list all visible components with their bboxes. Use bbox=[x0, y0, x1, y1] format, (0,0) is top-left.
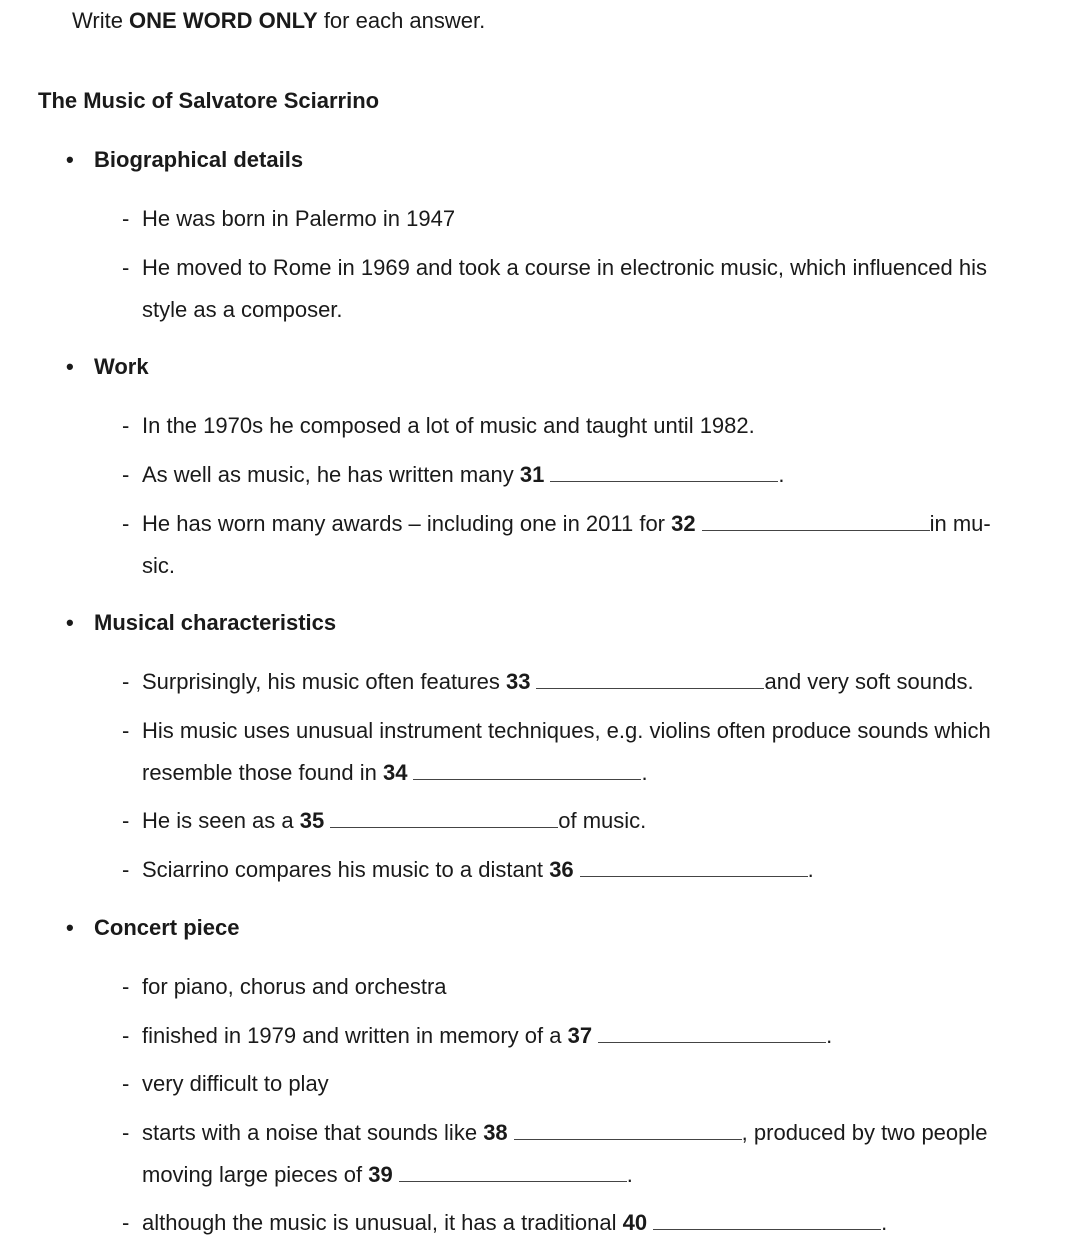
answer-blank-37[interactable] bbox=[598, 1022, 826, 1043]
answer-blank-40[interactable] bbox=[653, 1209, 881, 1230]
list-item: - His music uses unusual instrument techniques, e.g. violins often produce sounds which bbox=[122, 718, 991, 743]
list-item-continuation: style as a composer. bbox=[142, 297, 343, 322]
instruction: Write ONE WORD ONLY for each answer. bbox=[72, 8, 486, 33]
list-item-continuation: sic. bbox=[142, 553, 175, 578]
list-item-continuation: moving large pieces of 39 . bbox=[142, 1162, 633, 1187]
page-title: The Music of Salvatore Sciarrino bbox=[38, 88, 380, 113]
list-item: - Sciarrino compares his music to a distant 36 . bbox=[122, 857, 814, 882]
answer-blank-34[interactable] bbox=[413, 759, 641, 780]
answer-blank-31[interactable] bbox=[550, 461, 778, 482]
list-item: - for piano, chorus and orchestra bbox=[122, 974, 447, 999]
section-heading-concert: • Concert piece bbox=[66, 915, 240, 940]
list-item: - He has worn many awards – including one in 2011 for 32 in mu- bbox=[122, 511, 991, 536]
answer-blank-36[interactable] bbox=[580, 856, 808, 877]
list-item: - He moved to Rome in 1969 and took a course in electronic music, which influenced his bbox=[122, 255, 988, 280]
list-item: - As well as music, he has written many 31 . bbox=[122, 462, 785, 487]
list-item: - starts with a noise that sounds like 38 , produced by two people bbox=[122, 1120, 988, 1145]
section-heading-biographical: • Biographical details bbox=[66, 147, 304, 172]
answer-blank-38[interactable] bbox=[514, 1119, 742, 1140]
answer-blank-32[interactable] bbox=[702, 510, 930, 531]
list-item: - very difficult to play bbox=[122, 1071, 329, 1096]
answer-blank-39[interactable] bbox=[399, 1161, 627, 1182]
section-heading-musical: • Musical characteristics bbox=[66, 610, 337, 635]
list-item: - He was born in Palermo in 1947 bbox=[122, 206, 456, 231]
list-item: - finished in 1979 and written in memory of a 37 . bbox=[122, 1023, 833, 1048]
list-item: - In the 1970s he composed a lot of music and taught until 1982. bbox=[122, 413, 755, 438]
answer-blank-35[interactable] bbox=[330, 807, 558, 828]
section-heading-work: • Work bbox=[66, 354, 149, 379]
list-item: - although the music is unusual, it has a traditional 40 . bbox=[122, 1210, 888, 1235]
list-item-continuation: resemble those found in 34 . bbox=[142, 760, 648, 785]
list-item: - He is seen as a 35 of music. bbox=[122, 808, 647, 833]
answer-blank-33[interactable] bbox=[536, 668, 764, 689]
list-item: - Surprisingly, his music often features 33 and very soft sounds. bbox=[122, 669, 974, 694]
